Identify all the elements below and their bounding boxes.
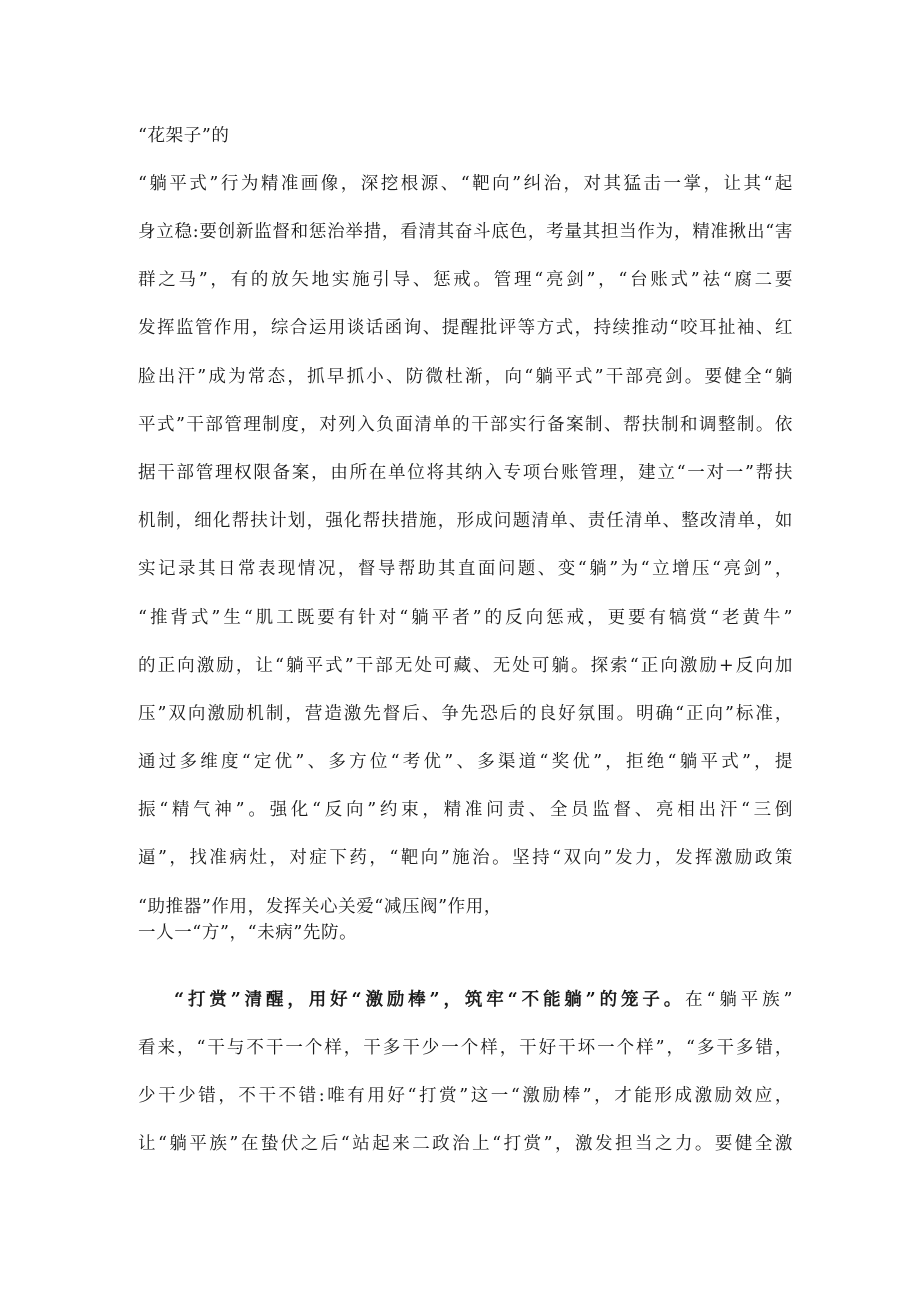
text-line: “推背式”生“肌工既要有针对“躺平者”的反向惩戒，更要有犒赏“老黄牛”	[138, 608, 793, 628]
text-line: 让“躺平族”在蛰伏之后“站起来二政治上“打赏”，激发担当之力。要健全激	[138, 1134, 793, 1154]
text-line: 逼”，找准病灶，对症下药，“靶向”施治。坚持“双向”发力，发挥激励政策	[138, 848, 793, 868]
paragraph-first-line	[174, 988, 793, 1012]
text-line: 压”双向激励机制，营造激先督后、争先恐后的良好氛围。明确“正向”标准，	[138, 704, 793, 724]
text-line: 看来，“干与不干一个样，干多干少一个样，干好干坏一个样”，“多干多错，	[138, 1038, 793, 1058]
paragraph-first-line-text: 在“躺平族”	[685, 990, 793, 1010]
text-line: 身立稳:要创新监督和惩治举措，看清其奋斗底色，考量其担当作为，精准揪出“害	[138, 222, 793, 242]
text-line: “助推器”作用，发挥关心关爱“减压阀”作用，	[138, 897, 502, 917]
text-line: “花架子”的	[138, 126, 230, 146]
text-line: 群之马”，有的放矢地实施引导、惩戒。管理“亮剑”，“台账式”祛“腐二要	[138, 270, 793, 290]
text-line: 的正向激励，让“躺平式”干部无处可藏、无处可躺。探索“正向激励+反向加	[138, 656, 793, 676]
text-line: “躺平式”行为精准画像，深挖根源、“靶向”纠治，对其猛击一掌，让其“起	[138, 174, 793, 194]
text-line: 平式”干部管理制度，对列入负面清单的干部实行备案制、帮扶制和调整制。依	[138, 415, 793, 435]
text-line: 机制，细化帮扶计划，强化帮扶措施，形成问题清单、责任清单、整改清单，如	[138, 511, 793, 531]
text-line: 振“精气神”。强化“反向”约束，精准问责、全员监督、亮相出汗“三倒	[138, 800, 793, 820]
paragraph-heading: “打赏”清醒，用好“激励棒”，筑牢“不能躺”的笼子。	[174, 990, 686, 1010]
text-line: 通过多维度“定优”、多方位“考优”、多渠道“奖优”，拒绝“躺平式”，提	[138, 752, 793, 772]
text-line: 脸出汗”成为常态，抓早抓小、防微杜渐，向“躺平式”干部亮剑。要健全“躺	[138, 367, 793, 387]
text-line: 一人一“方”，“未病”先防。	[138, 923, 358, 943]
text-line: 少干少错，不干不错:唯有用好“打赏”这一“激励棒”，才能形成激励效应，	[138, 1086, 793, 1106]
text-line: 实记录其日常表现情况，督导帮助其直面问题、变“躺”为“立增压“亮剑”，	[138, 559, 793, 579]
text-line: 发挥监管作用，综合运用谈话函询、提醒批评等方式，持续推动“咬耳扯袖、红	[138, 318, 793, 338]
text-line: 据干部管理权限备案，由所在单位将其纳入专项台账管理，建立“一对一”帮扶	[138, 463, 793, 483]
